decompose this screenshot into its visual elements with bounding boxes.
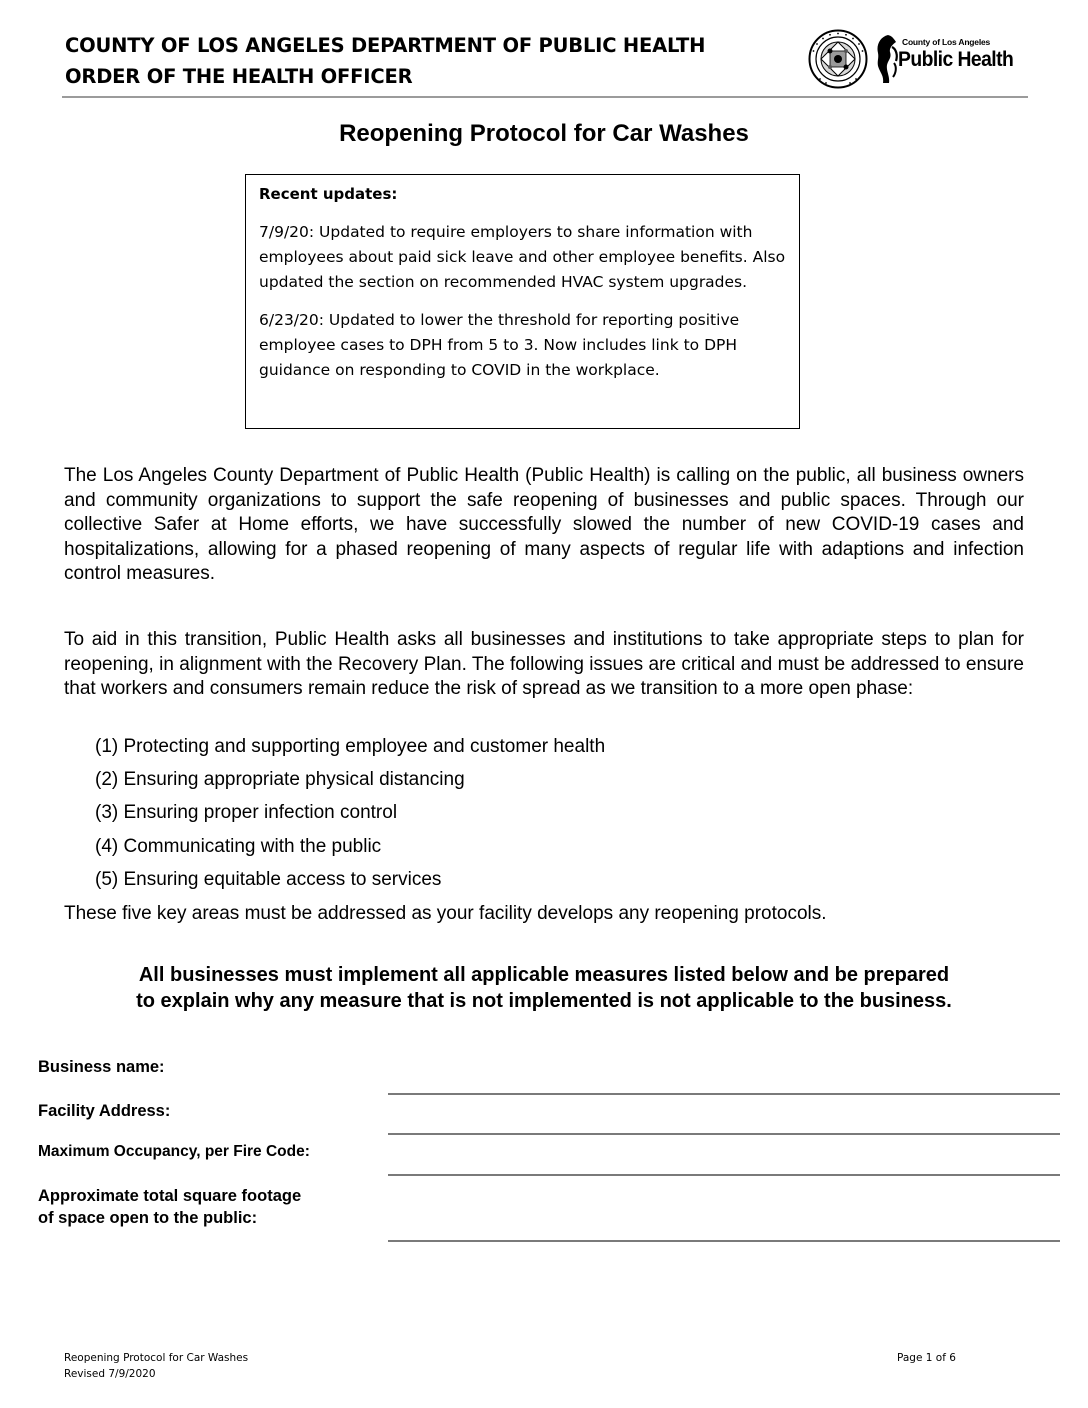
key-areas-list — [95, 733, 605, 899]
square-footage-field[interactable] — [388, 1240, 1060, 1242]
recent-updates-heading: Recent updates: — [259, 185, 398, 203]
header-logos — [808, 28, 1028, 90]
max-occupancy-field[interactable] — [388, 1174, 1060, 1176]
update-entry: 6/23/20: Updated to lower the threshold for reporting positive employee cases to DPH from 5 to 3. Now includes link to DPH guidance on responding to COVID in the workplace. — [259, 311, 740, 379]
public-health-logo — [874, 33, 1024, 85]
header-line-2: ORDER OF THE HEALTH OFFICER — [65, 65, 413, 88]
transition-paragraph: To aid in this transition, Public Health asks all businesses and institutions to take appropriate steps to plan for reopening, in alignment with the Recovery Plan. The following issues are critical and must be addressed to ensure that workers and consumers remain reduce the risk of spread as we transition to a more open phase: — [64, 629, 1024, 699]
footer-document-info — [64, 1350, 248, 1382]
header-line-1: COUNTY OF LOS ANGELES DEPARTMENT OF PUBLIC HEALTH — [65, 34, 706, 57]
header-divider — [62, 96, 1028, 98]
implementation-notice — [0, 962, 1088, 1014]
public-health-silhouette-icon — [874, 33, 900, 85]
square-footage-label-line-1: Approximate total square footage — [38, 1187, 302, 1205]
square-footage-label-line-2: of space open to the public: — [38, 1209, 258, 1227]
logo-county-text: County of Los Angeles — [902, 37, 991, 47]
footer-revised-date: Revised 7/9/2020 — [64, 1368, 156, 1380]
key-area-item: (4) Communicating with the public — [95, 835, 382, 857]
footer-page-number: Page 1 of 6 — [897, 1352, 956, 1364]
recent-updates-box — [245, 174, 800, 429]
department-heading — [65, 30, 705, 92]
update-entry: 7/9/20: Updated to require employers to share information with employees about paid sick leave and other employee benefits. Also updated the section on recommended HVAC system upgrades. — [259, 223, 786, 291]
key-areas-summary: These five key areas must be addressed as your facility develops any reopening protocols. — [64, 903, 827, 924]
key-area-item: (3) Ensuring proper infection control — [95, 802, 398, 824]
key-area-item: (1) Protecting and supporting employee and customer health — [95, 736, 606, 757]
business-name-field[interactable] — [388, 1093, 1060, 1095]
notice-line-1: All businesses must implement all applicable measures listed below and be prepared — [138, 964, 950, 986]
intro-paragraph: The Los Angeles County Department of Public Health (Public Health) is calling on the public, all business owners and community organizations to support the safe reopening of businesses and public spaces. Through our collective Safer at Home efforts, we have successfully slowed the number of new COVID-19 cases and hospitalizations, allowing for a phased reopening of many aspects of regular life with adaptions and infection control measures. — [64, 465, 1024, 584]
facility-address-label: Facility Address: — [38, 1102, 171, 1120]
key-area-item: (2) Ensuring appropriate physical distancing — [95, 769, 465, 791]
logo-public-health-text: Public Health — [898, 48, 1014, 71]
business-name-label: Business name: — [38, 1058, 165, 1076]
facility-address-field[interactable] — [388, 1133, 1060, 1135]
footer-doc-name: Reopening Protocol for Car Washes — [64, 1352, 249, 1364]
max-occupancy-label: Maximum Occupancy, per Fire Code: — [38, 1143, 310, 1160]
square-footage-label — [38, 1185, 301, 1229]
key-area-item: (5) Ensuring equitable access to services — [95, 868, 442, 890]
county-seal-icon — [808, 29, 868, 89]
notice-line-2: to explain why any measure that is not implemented is not applicable to the business. — [136, 990, 952, 1012]
document-title: Reopening Protocol for Car Washes — [339, 120, 749, 147]
